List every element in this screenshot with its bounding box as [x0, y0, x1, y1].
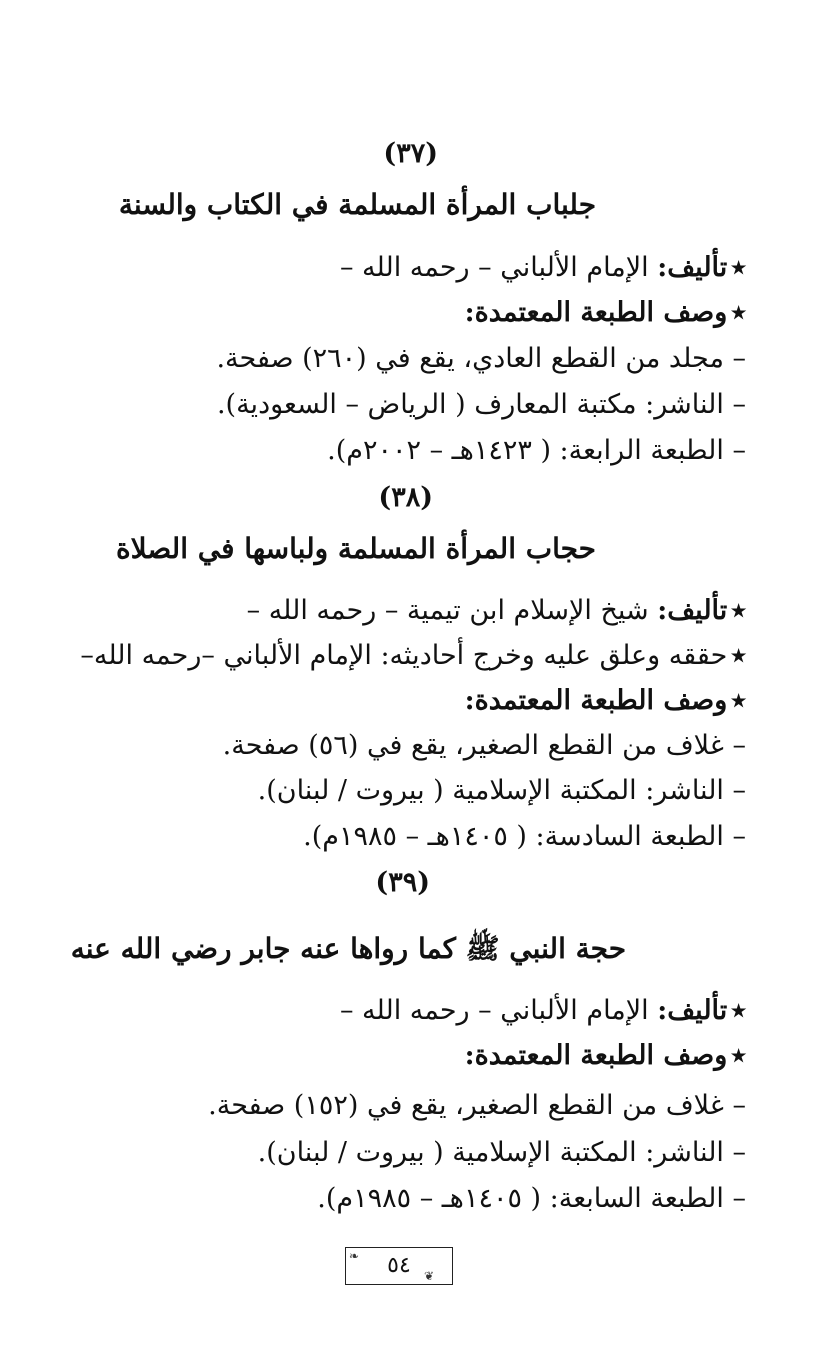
edition-heading [465, 683, 746, 719]
author-name: الإمام الألباني – رحمه الله – [339, 995, 658, 1026]
format-line: – غلاف من القطع الصغير، يقع في (١٥٢) صفحة. [208, 1090, 746, 1121]
edition-line: – الطبعة السادسة: ( ١٤٠٥هـ – ١٩٨٥م). [303, 821, 746, 852]
edition-heading-text: وصف الطبعة المعتمدة: [464, 297, 728, 328]
edition-line: – الطبعة الرابعة: ( ١٤٢٣هـ – ٢٠٠٢م). [327, 435, 746, 466]
edition-heading [465, 1038, 746, 1074]
edition-heading-text: وصف الطبعة المعتمدة: [464, 685, 728, 716]
bullet-icon: ٭ [731, 252, 746, 283]
entry-title: حجة النبي ﷺ كما رواها عنه جابر رضي الله عنه [70, 932, 626, 965]
verification-line [80, 638, 746, 674]
bullet-icon: ٭ [731, 595, 746, 626]
format-line: – غلاف من القطع الصغير، يقع في (٥٦) صفحة. [222, 730, 746, 761]
entry-number: (٣٧) [383, 138, 438, 169]
author-line [247, 593, 746, 629]
ornament-icon: ❦ [424, 1269, 435, 1283]
publisher-line: – الناشر: المكتبة الإسلامية ( بيروت / لبنان). [257, 1137, 746, 1168]
bullet-icon: ٭ [731, 995, 746, 1026]
author-label: تأليف: [657, 595, 728, 626]
author-label: تأليف: [657, 252, 728, 283]
page-number-box [345, 1247, 453, 1285]
publisher-line: – الناشر: المكتبة الإسلامية ( بيروت / لبنان). [257, 775, 746, 806]
author-label: تأليف: [657, 995, 728, 1026]
bullet-icon: ٭ [731, 1040, 746, 1071]
author-line [340, 250, 746, 286]
edition-line: – الطبعة السابعة: ( ١٤٠٥هـ – ١٩٨٥م). [317, 1183, 746, 1214]
verification-text: حققه وعلق عليه وخرج أحاديثه: الإمام الألباني –رحمه الله– [80, 640, 728, 671]
author-name: الإمام الألباني – رحمه الله – [339, 252, 658, 283]
entry-title: حجاب المرأة المسلمة ولباسها في الصلاة [116, 532, 596, 565]
author-name: شيخ الإسلام ابن تيمية – رحمه الله – [246, 595, 658, 626]
entry-number: (٣٨) [378, 482, 433, 513]
edition-heading-text: وصف الطبعة المعتمدة: [464, 1040, 728, 1071]
publisher-line: – الناشر: مكتبة المعارف ( الرياض – السعودية). [216, 389, 746, 420]
author-line [340, 993, 746, 1029]
bullet-icon: ٭ [731, 640, 746, 671]
edition-heading [465, 295, 746, 331]
entry-title: جلباب المرأة المسلمة في الكتاب والسنة [118, 188, 596, 221]
ornament-icon: ❧ [349, 1249, 360, 1263]
entry-number: (٣٩) [375, 867, 430, 898]
page-number: ٥٤ [387, 1253, 411, 1278]
format-line: – مجلد من القطع العادي، يقع في (٢٦٠) صفحة. [216, 343, 746, 374]
bullet-icon: ٭ [731, 685, 746, 716]
bullet-icon: ٭ [731, 297, 746, 328]
